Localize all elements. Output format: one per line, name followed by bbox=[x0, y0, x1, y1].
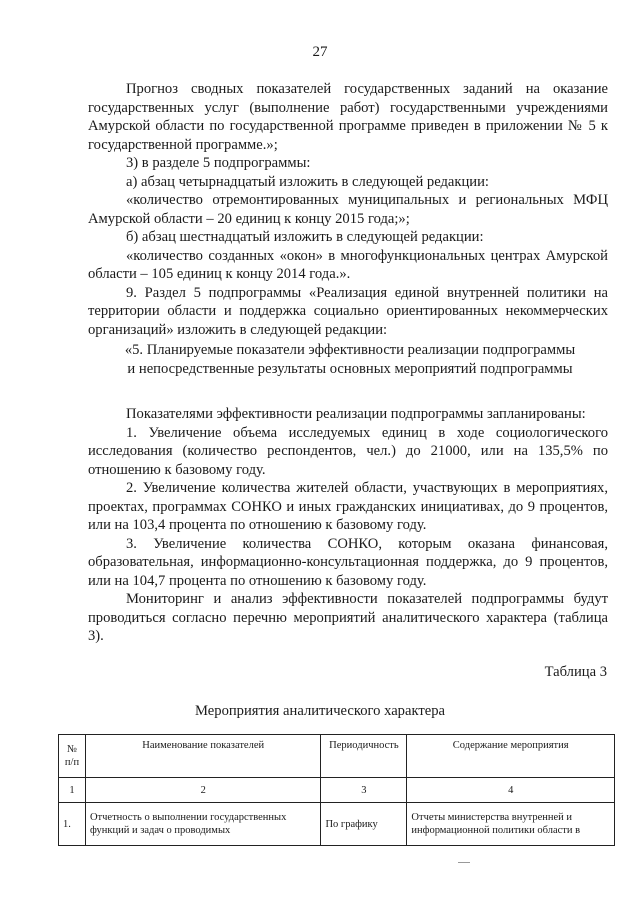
divider bbox=[458, 862, 470, 863]
table-row bbox=[59, 803, 615, 846]
paragraph: «количество отремонтированных муниципальных и региональных МФЦ Амурской области – 20 единиц к концу 2015 года;»; bbox=[88, 192, 608, 227]
table-number-row bbox=[59, 778, 615, 803]
analytic-measures-table bbox=[58, 734, 615, 846]
paragraph: «количество созданных «окон» в многофункциональных центрах Амурской области – 105 единиц к концу 2014 года.». bbox=[88, 247, 608, 282]
paragraph: 2. Увеличение количества жителей области, участвующих в мероприятиях, проектах, программах СОНКО и иных гражданских инициативах, до 9 процентов, или на 103,4 процента по отношению к базовому году. bbox=[88, 480, 608, 533]
indicators-text-block bbox=[88, 405, 608, 646]
number-cell: 3 bbox=[321, 778, 407, 803]
paragraph: Мониторинг и анализ эффективности показателей подпрограммы будут проводиться согласно перечню мероприятий аналитического характера (таблица 3). bbox=[88, 591, 608, 644]
paragraph: 9. Раздел 5 подпрограммы «Реализация единой внутренней политики на территории области и поддержка социально ориентированных некоммерческих организаций» изложить в следующей редакции: bbox=[88, 284, 608, 338]
table-header-row bbox=[59, 735, 615, 778]
page-number: 27 bbox=[312, 44, 328, 60]
paragraph: б) абзац шестнадцатый изложить в следующей редакции: bbox=[126, 229, 484, 245]
paragraph: Прогноз сводных показателей государственных заданий на оказание государственных услуг (выполнение работ) государственными учреждениями Амурской области по государственной программе приведен в приложении № 5 к государственной программе.»; bbox=[88, 81, 608, 153]
number-cell: 1 bbox=[59, 778, 86, 803]
table-label: Таблица 3 bbox=[544, 664, 607, 680]
header-cell: Наименование показателей bbox=[85, 735, 320, 778]
paragraph: а) абзац четырнадцатый изложить в следующей редакции: bbox=[126, 173, 489, 190]
paragraph: 3. Увеличение количества СОНКО, которым оказана финансовая, образовательная, информационно-консультационная поддержка, до 9 процентов, или на 104,7 процента по отношению к базовому году. bbox=[88, 535, 608, 589]
paragraph: 1. Увеличение объема исследуемых единиц в ходе социологического исследования (количество респондентов, чел.) до 21000, или на 135,5% по отношению к базовому году. bbox=[88, 424, 608, 478]
number-cell: 4 bbox=[407, 778, 615, 803]
section-title: «5. Планируемые показатели эффективности реализации подпрограммы и непосредственные результаты основных мероприятий подпрограммы bbox=[124, 342, 576, 377]
table-cell: Отчетность о выполнении государственных функций и задач о проводимых bbox=[85, 803, 320, 846]
header-cell: Содержание мероприятия bbox=[407, 735, 615, 778]
paragraph: Показателями эффективности реализации подпрограммы запланированы: bbox=[126, 406, 586, 422]
paragraph: 3) в разделе 5 подпрограммы: bbox=[126, 155, 311, 171]
table-cell: 1. bbox=[59, 803, 86, 846]
header-cell: Периодичность bbox=[321, 735, 407, 778]
table-cell: По графику bbox=[321, 803, 407, 846]
header-cell: № п/п bbox=[59, 735, 86, 778]
intro-text-block bbox=[88, 80, 608, 339]
table-cell: Отчеты министерства внутренней и информационной политики области в bbox=[407, 803, 615, 846]
table-caption: Мероприятия аналитического характера bbox=[195, 703, 445, 719]
number-cell: 2 bbox=[85, 778, 320, 803]
